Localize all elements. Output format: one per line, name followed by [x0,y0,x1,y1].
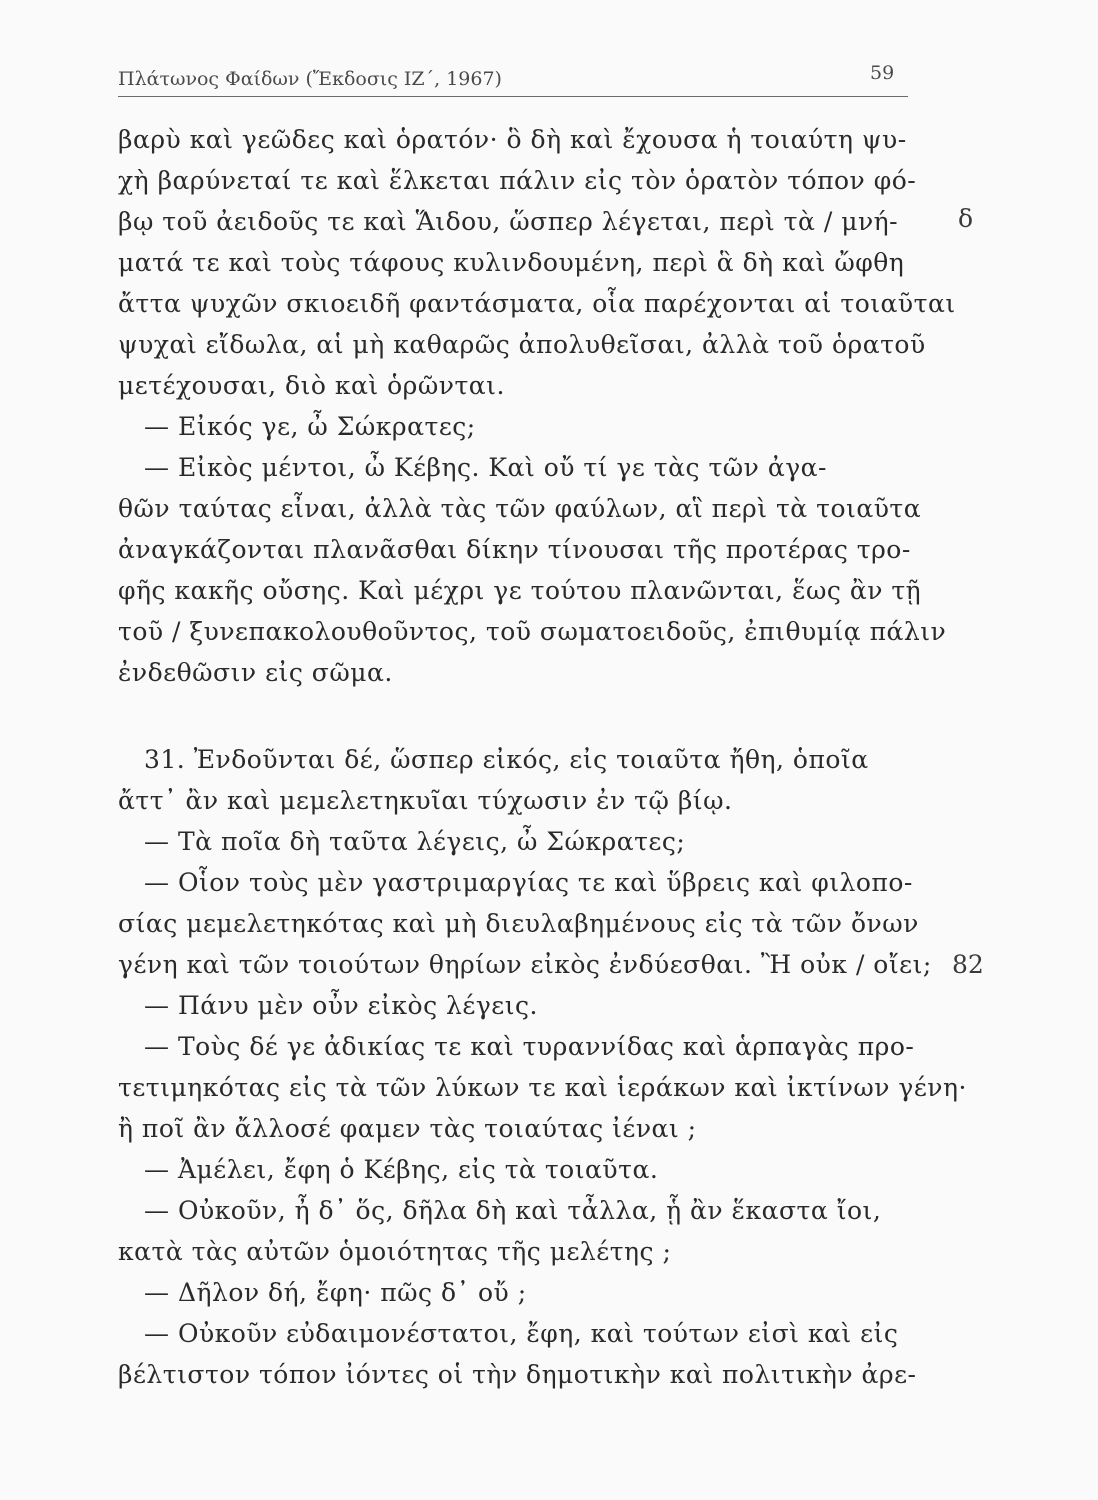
text-line: βῳ τοῦ ἀειδοῦς τε καὶ Ἅιδου, ὥσπερ λέγεται, περὶ τὰ / μνή- [118,207,899,236]
text-line: ἀναγκάζονται πλανᾶσθαι δίκην τίνουσαι τῆς προτέρας τρο- [118,535,911,564]
text-line: ἄττα ψυχῶν σκιοειδῆ φαντάσματα, οἷα παρέχονται αἱ τοιαῦται [118,289,956,318]
text-line: γένη καὶ τῶν τοιούτων θηρίων εἰκὸς ἐνδύεσθαι. Ἢ οὐκ / οἴει; [118,950,932,979]
text-line: — Δῆλον δή, ἔφη· πῶς δ᾽ οὔ ; [144,1278,527,1307]
text-line: χὴ βαρύνεταί τε καὶ ἕλκεται πάλιν εἰς τὸν ὁρατὸν τόπον φό- [118,166,917,195]
text-line: — Εἰκὸς μέντοι, ὦ Κέβης. Καὶ οὔ τί γε τὰς τῶν ἀγα- [144,453,827,482]
text-line: ἐνδεθῶσιν εἰς σῶμα. [118,658,393,687]
text-line: τετιμηκότας εἰς τὰ τῶν λύκων τε καὶ ἱεράκων καὶ ἰκτίνων γένη· [118,1073,967,1102]
text-line: βέλτιστον τόπον ἰόντες οἱ τὴν δημοτικὴν καὶ πολιτικὴν ἀρε- [118,1360,917,1389]
text-line: σίας μεμελετηκότας καὶ μὴ διευλαβημένους εἰς τὰ τῶν ὄνων [118,909,919,938]
text-line: — Οὐκοῦν εὐδαιμονέστατοι, ἔφη, καὶ τούτων εἰσὶ καὶ εἰς [144,1319,899,1348]
running-title: Πλάτωνος Φαίδων (Ἔκδοσις ΙΖ΄, 1967) [118,68,502,90]
text-line: θῶν ταύτας εἶναι, ἀλλὰ τὰς τῶν φαύλων, αἳ περὶ τὰ τοιαῦτα [118,494,922,523]
text-line: 31. Ἐνδοῦνται δέ, ὥσπερ εἰκός, εἰς τοιαῦτα ἤθη, ὁποῖα [144,745,869,774]
text-line: — Τὰ ποῖα δὴ ταῦτα λέγεις, ὦ Σώκρατες; [144,827,686,856]
text-line: — Ἀμέλει, ἔφη ὁ Κέβης, εἰς τὰ τοιαῦτα. [144,1155,659,1184]
text-line: — Οὐκοῦν, ἦ δ᾽ ὅς, δῆλα δὴ καὶ τἆλλα, ᾗ ἂν ἕκαστα ἴοι, [144,1196,882,1225]
text-line: ψυχαὶ εἴδωλα, αἱ μὴ καθαρῶς ἀπολυθεῖσαι, ἀλλὰ τοῦ ὁρατοῦ [118,330,926,359]
header-rule [118,96,908,97]
page-number: 59 [870,62,895,84]
text-line: — Οἷον τοὺς μὲν γαστριμαργίας τε καὶ ὕβρεις καὶ φιλοπο- [144,868,913,897]
text-line: — Εἰκός γε, ὦ Σώκρατες; [144,412,476,441]
text-line: κατὰ τὰς αὐτῶν ὁμοιότητας τῆς μελέτης ; [118,1237,672,1266]
text-line: μετέχουσαι, διὸ καὶ ὁρῶνται. [118,371,505,400]
text-line: βαρὺ καὶ γεῶδες καὶ ὁρατόν· ὃ δὴ καὶ ἔχουσα ἡ τοιαύτη ψυ- [118,125,907,154]
text-line: τοῦ / ξυνεπακολουθοῦντος, τοῦ σωματοειδοῦς, ἐπιθυμίᾳ πάλιν [118,617,947,646]
text-line: ἄττ᾽ ἂν καὶ μεμελετηκυῖαι τύχωσιν ἐν τῷ βίῳ. [118,786,733,815]
text-line: ματά τε καὶ τοὺς τάφους κυλινδουμένη, περὶ ἃ δὴ καὶ ὤφθη [118,248,905,277]
text-line: ἢ ποῖ ἂν ἄλλοσέ φαμεν τὰς τοιαύτας ἰέναι ; [118,1114,697,1143]
text-line: — Τοὺς δέ γε ἀδικίας τε καὶ τυραννίδας καὶ ἁρπαγὰς προ- [144,1032,915,1061]
text-line: — Πάνυ μὲν οὖν εἰκὸς λέγεις. [144,991,538,1020]
margin-note-82: 82 [952,950,984,979]
text-line: φῆς κακῆς οὔσης. Καὶ μέχρι γε τούτου πλανῶνται, ἕως ἂν τῇ [118,576,922,605]
margin-note-d: δ [958,204,974,233]
